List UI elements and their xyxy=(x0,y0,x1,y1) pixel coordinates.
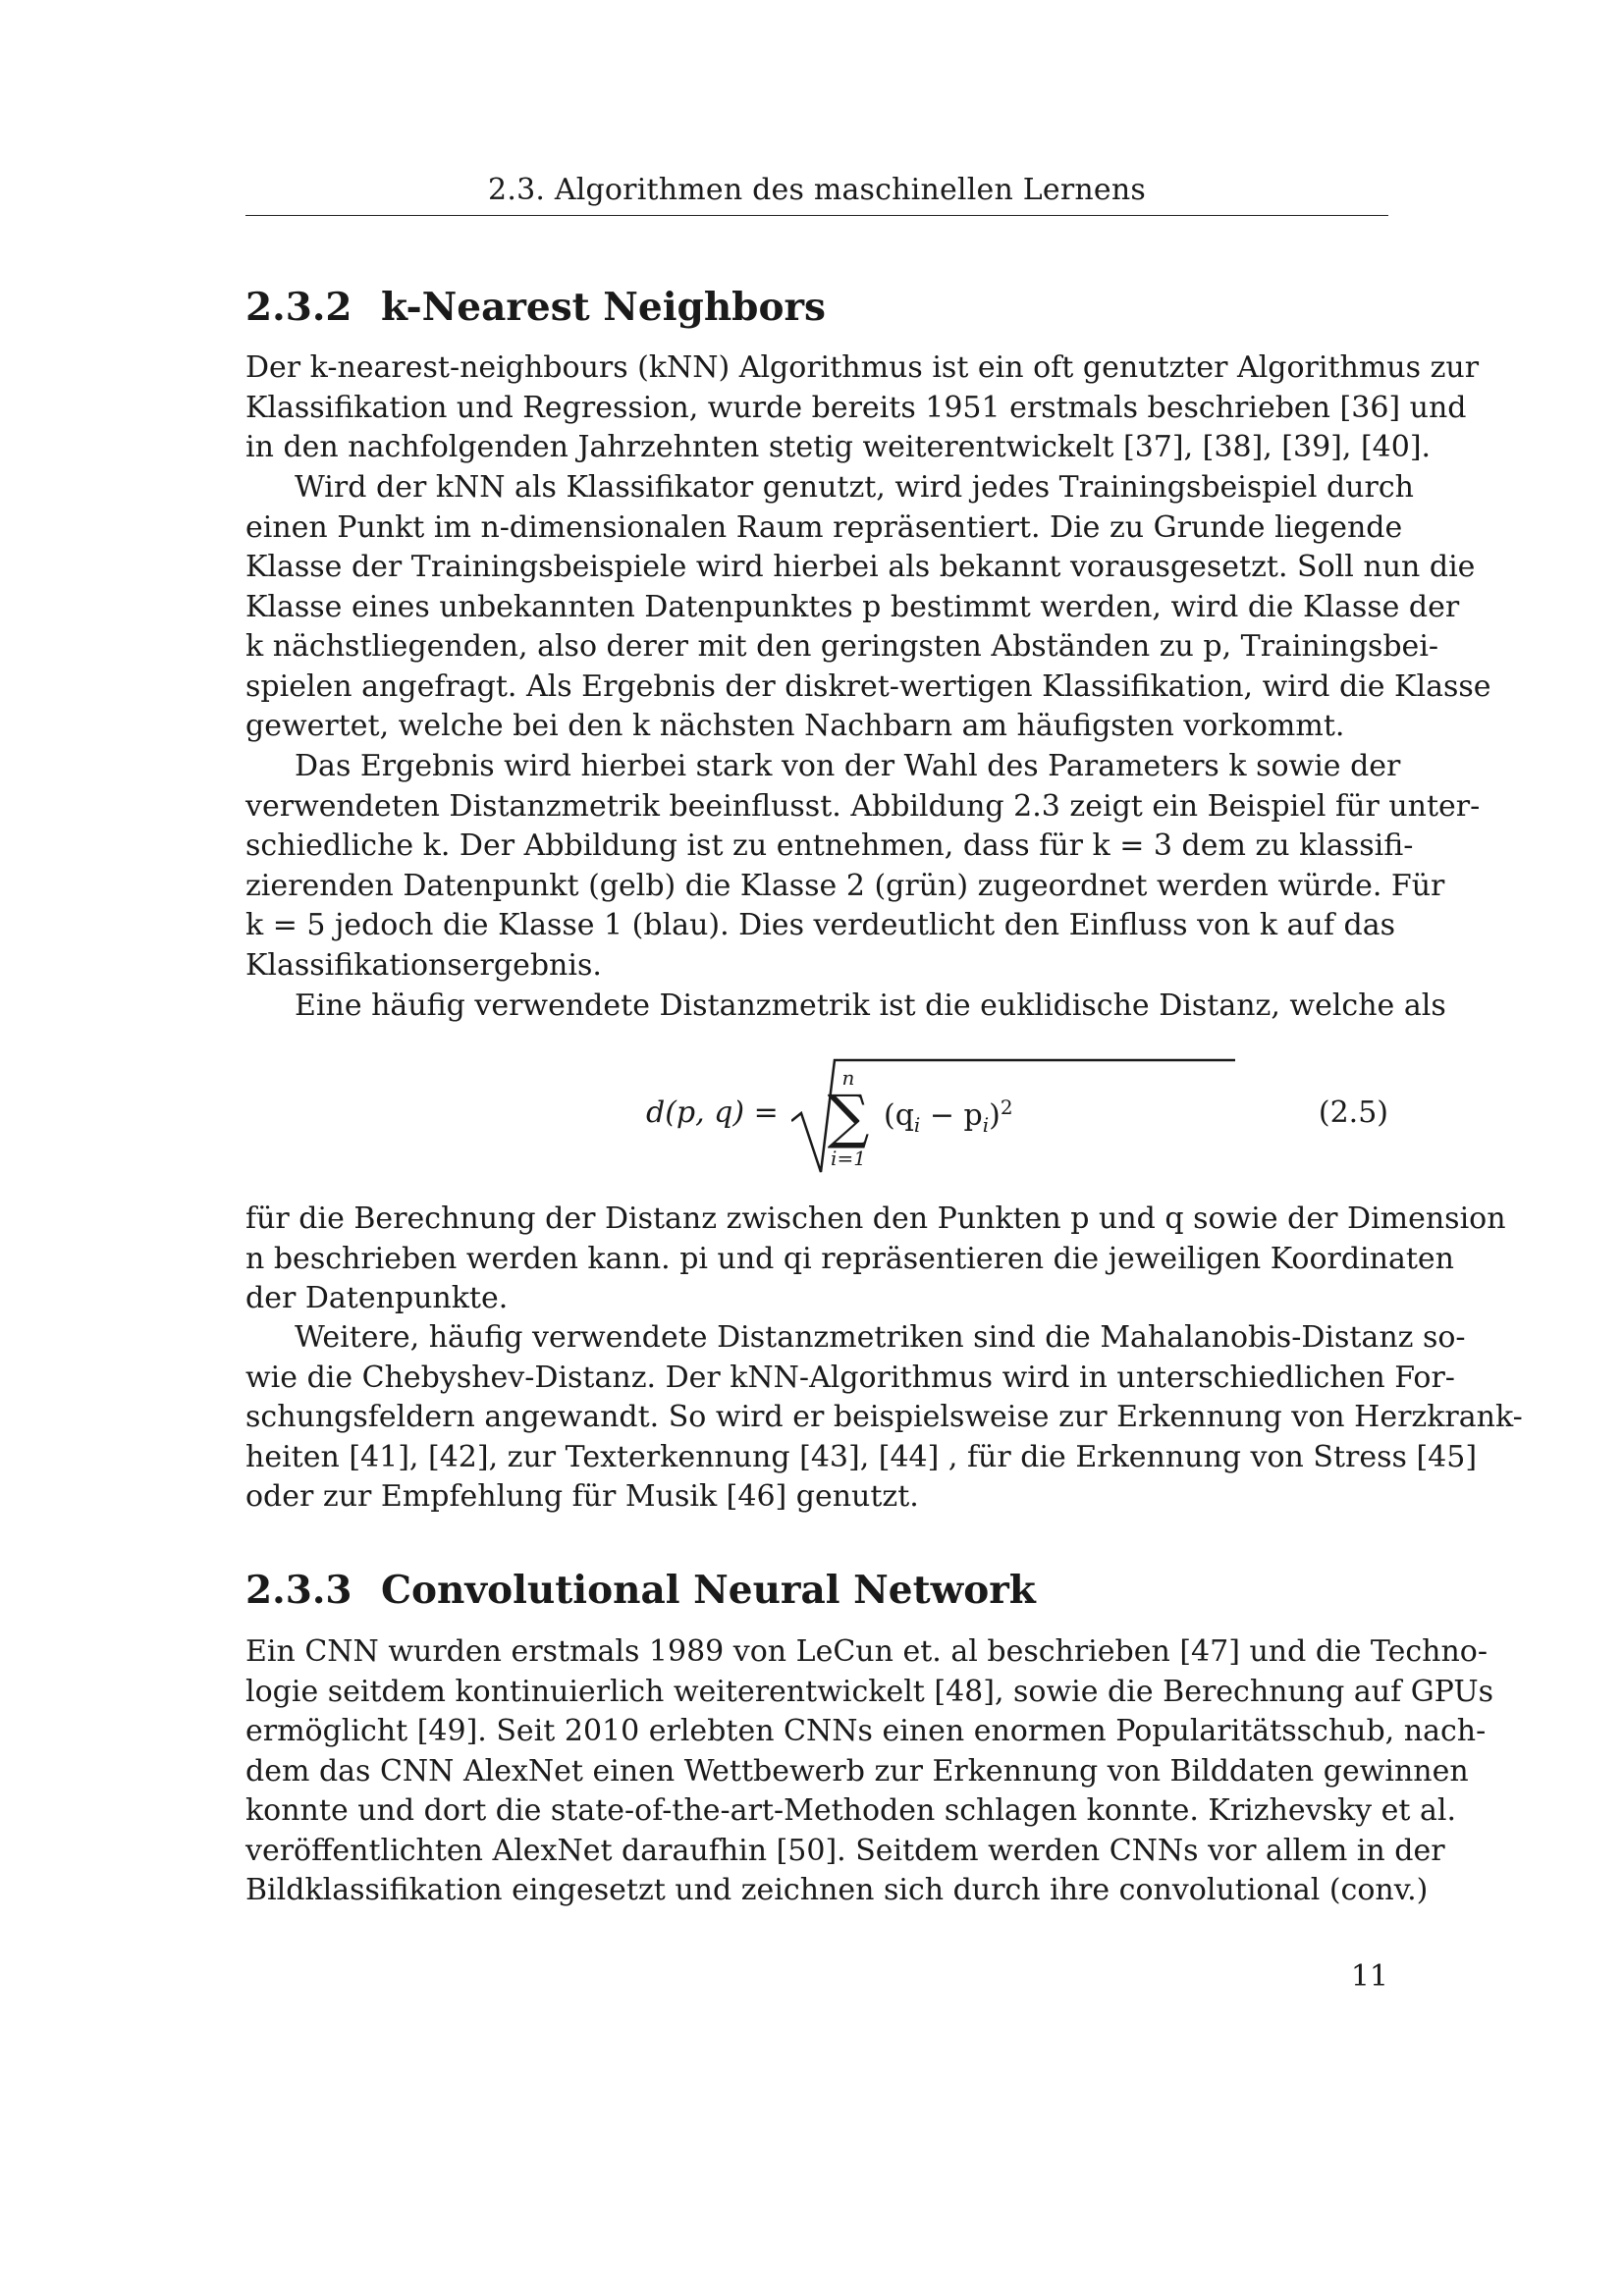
text-line: wie die Chebyshev-Distanz. Der kNN-Algorithmus wird in unterschiedlichen For- xyxy=(245,1360,1455,1395)
text-line: Klassifikationsergebnis. xyxy=(245,947,602,983)
page-number: 11 xyxy=(1350,1959,1388,1994)
paragraph-knn-applications xyxy=(245,1318,1523,1518)
paragraph-knn-distance-intro xyxy=(245,987,1446,1027)
sum-lower-limit: i=1 xyxy=(831,1147,866,1170)
term-p-subscript: i xyxy=(982,1113,990,1137)
running-head: 2.3. Algorithmen des maschinellen Lernens xyxy=(488,173,1146,207)
summation xyxy=(809,1068,888,1170)
text-line: gewertet, welche bei den k nächsten Nachbarn am häufigsten vorkommt. xyxy=(245,709,1345,743)
text-line: einen Punkt im n-dimensionalen Raum repräsentiert. Die zu Grunde liegende xyxy=(245,509,1403,545)
equation-term xyxy=(884,1095,1013,1137)
section-number: 2.3.2 xyxy=(245,285,352,330)
text-line: Eine häufig verwendete Distanzmetrik ist die euklidische Distanz, welche als xyxy=(295,988,1446,1023)
term-close: ) xyxy=(989,1098,1001,1133)
section-number: 2.3.3 xyxy=(245,1568,352,1613)
term-q-subscript: i xyxy=(913,1113,921,1137)
paragraph-knn-distance-explain xyxy=(245,1200,1506,1319)
text-line: schiedliche k. Der Abbildung ist zu entnehmen, dass für k = 3 dem zu klassifi- xyxy=(245,828,1414,863)
paragraph-knn-classifier xyxy=(245,468,1491,747)
text-line: heiten [41], [42], zur Texterkennung [43], [44] , für die Erkennung von Stress [45] xyxy=(245,1439,1478,1474)
text-line: ermöglicht [49]. Seit 2010 erlebten CNNs einen enormen Popularitätsschub, nach- xyxy=(245,1714,1487,1748)
text-line: verwendeten Distanzmetrik beeinflusst. Abbildung 2.3 zeigt ein Beispiel für unter- xyxy=(245,788,1481,824)
text-line: zierenden Datenpunkt (gelb) die Klasse 2 (grün) zugeordnet werden würde. Für xyxy=(245,868,1445,903)
text-line: der Datenpunkte. xyxy=(245,1281,509,1315)
text-line: spielen angefragt. Als Ergebnis der diskret-wertigen Klassifikation, wird die Klasse xyxy=(245,668,1491,704)
text-line: Das Ergebnis wird hierbei stark von der Wahl des Parameters k sowie der xyxy=(295,749,1401,783)
text-line: logie seitdem kontinuierlich weiterentwickelt [48], sowie die Berechnung auf GPUs xyxy=(245,1674,1494,1709)
text-line: Klasse eines unbekannten Datenpunktes p bestimmt werden, wird die Klasse der xyxy=(245,589,1460,624)
text-line: Der k-nearest-neighbours (kNN) Algorithmus ist ein oft genutzter Algorithmus zur xyxy=(245,350,1480,385)
header-rule xyxy=(245,215,1388,216)
section-heading-knn xyxy=(245,285,826,330)
term-exponent: 2 xyxy=(1000,1095,1013,1119)
text-line: Ein CNN wurden erstmals 1989 von LeCun et. al beschrieben [47] und die Techno- xyxy=(245,1634,1489,1669)
text-line: dem das CNN AlexNet einen Wettbewerb zur Erkennung von Bilddaten gewinnen xyxy=(245,1753,1469,1789)
text-line: Wird der kNN als Klassifikator genutzt, wird jedes Trainingsbeispiel durch xyxy=(295,470,1414,505)
text-line: konnte und dort die state-of-the-art-Methoden schlagen konnte. Krizhevsky et al. xyxy=(245,1793,1457,1828)
text-line: Weitere, häufig verwendete Distanzmetriken sind die Mahalanobis-Distanz so- xyxy=(295,1320,1466,1355)
text-line: k nächstliegenden, also derer mit den geringsten Abständen zu p, Trainingsbei- xyxy=(245,629,1439,664)
term-q: (q xyxy=(884,1098,914,1133)
term-p: − p xyxy=(920,1098,983,1133)
equation-number: (2.5) xyxy=(1318,1095,1388,1130)
section-title: Convolutional Neural Network xyxy=(381,1568,1036,1613)
text-line: k = 5 jedoch die Klasse 1 (blau). Dies verdeutlicht den Einfluss von k auf das xyxy=(245,908,1395,942)
equation-euclidean-distance xyxy=(245,1046,1388,1184)
text-line: n beschrieben werden kann. pi und qi repräsentieren die jeweiligen Koordinaten xyxy=(245,1241,1454,1276)
sigma-symbol: ∑ xyxy=(827,1083,870,1151)
text-line: schungsfeldern angewandt. So wird er beispielsweise zur Erkennung von Herzkrank- xyxy=(245,1400,1523,1434)
text-line: in den nachfolgenden Jahrzehnten stetig weiterentwickelt [37], [38], [39], [40]. xyxy=(245,430,1432,464)
text-line: Bildklassifikation eingesetzt und zeichnen sich durch ihre convolutional (conv.) xyxy=(245,1873,1429,1907)
paragraph-cnn-intro xyxy=(245,1632,1494,1911)
section-heading-cnn xyxy=(245,1568,1036,1613)
text-line: für die Berechnung der Distanz zwischen den Punkten p und q sowie der Dimension xyxy=(245,1201,1506,1236)
sum-upper-limit: n xyxy=(841,1066,855,1090)
section-title: k-Nearest Neighbors xyxy=(381,285,826,330)
paragraph-knn-intro xyxy=(245,348,1480,468)
text-line: veröffentlichten AlexNet daraufhin [50]. Seitdem werden CNNs vor allem in der xyxy=(245,1833,1445,1868)
text-line: Klassifikation und Regression, wurde bereits 1951 erstmals beschrieben [36] und xyxy=(245,390,1467,425)
equation-lhs: d(p, q) = xyxy=(646,1095,779,1130)
paragraph-knn-parameter xyxy=(245,747,1481,986)
text-line: Klasse der Trainingsbeispiele wird hierbei als bekannt vorausgesetzt. Soll nun die xyxy=(245,550,1476,584)
text-line: oder zur Empfehlung für Musik [46] genutzt. xyxy=(245,1479,919,1514)
